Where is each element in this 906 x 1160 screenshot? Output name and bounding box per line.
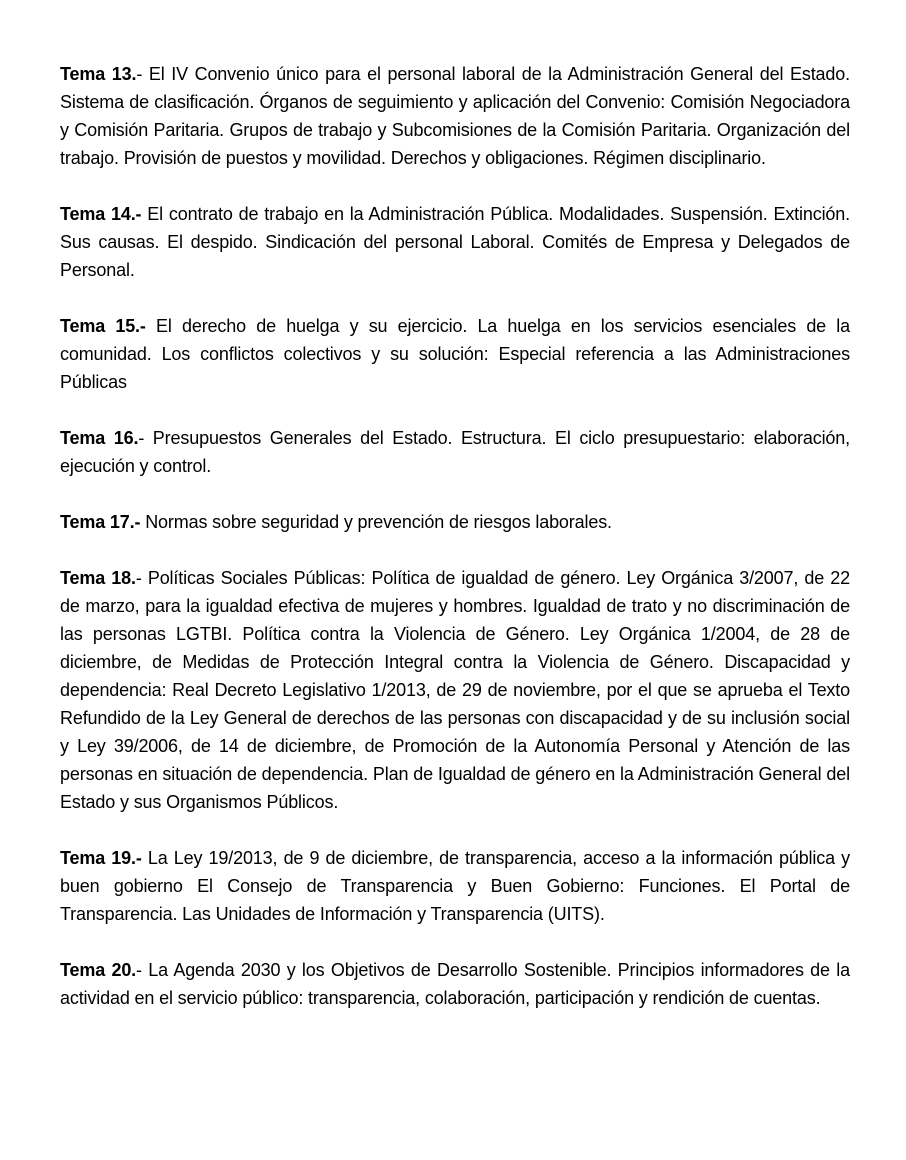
tema-14-label: Tema 14.- <box>60 204 142 224</box>
tema-20-label: Tema 20. <box>60 960 137 980</box>
tema-paragraph <box>60 844 850 928</box>
tema-19-label: Tema 19.- <box>60 848 142 868</box>
document-text-block <box>60 60 850 1040</box>
tema-17-body: Normas sobre seguridad y prevención de riesgos laborales. <box>140 512 612 532</box>
tema-18-label: Tema 18. <box>60 568 136 588</box>
tema-16-label: Tema 16. <box>60 428 139 448</box>
tema-paragraph <box>60 564 850 816</box>
tema-17-label: Tema 17.- <box>60 512 141 532</box>
tema-13-body: - El IV Convenio único para el personal laboral de la Administración General del Estado. Sistema de clasificación. Órganos de seguimiento y aplicación del Convenio: Comisión Negociadora y Comisión Paritaria. Grupos de trabajo y Subcomisiones de la Comisión Paritaria. Organización del trabajo. Provisión de puestos y movilidad. Derechos y obligaciones. Régimen disciplinario. <box>60 64 850 168</box>
tema-20-body: - La Agenda 2030 y los Objetivos de Desarrollo Sostenible. Principios informadores de la actividad en el servicio público: transparencia, colaboración, participación y rendición de cuentas. <box>60 960 850 1008</box>
tema-paragraph <box>60 424 850 480</box>
tema-18-body: - Políticas Sociales Públicas: Política de igualdad de género. Ley Orgánica 3/2007, de 22 de marzo, para la igualdad efectiva de mujeres y hombres. Igualdad de trato y no discriminación de las personas LGTBI. Política contra la Violencia de Género. Ley Orgánica 1/2004, de 28 de diciembre, de Medidas de Protección Integral contra la Violencia de Género. Discapacidad y dependencia: Real Decreto Legislativo 1/2013, de 29 de noviembre, por el que se aprueba el Texto Refundido de la Ley General de derechos de las personas con discapacidad y de su inclusión social y Ley 39/2006, de 14 de diciembre, de Promoción de la Autonomía Personal y Atención de las personas en situación de dependencia. Plan de Igualdad de género en la Administración General del Estado y sus Organismos Públicos. <box>60 568 850 812</box>
tema-14-body: El contrato de trabajo en la Administración Pública. Modalidades. Suspensión. Extinción. Sus causas. El despido. Sindicación del personal Laboral. Comités de Empresa y Delegados de Personal. <box>60 204 850 280</box>
tema-15-label: Tema 15.- <box>60 316 146 336</box>
tema-paragraph <box>60 60 850 172</box>
tema-15-body: El derecho de huelga y su ejercicio. La huelga en los servicios esenciales de la comunidad. Los conflictos colectivos y su solución: Especial referencia a las Administraciones Públicas <box>60 316 851 392</box>
tema-19-body: La Ley 19/2013, de 9 de diciembre, de transparencia, acceso a la información pública y buen gobierno El Consejo de Transparencia y Buen Gobierno: Funciones. El Portal de Transparencia. Las Unidades de Información y Transparencia (UITS). <box>60 848 850 924</box>
tema-paragraph <box>60 956 850 1012</box>
tema-paragraph <box>60 508 850 536</box>
tema-paragraph <box>60 312 850 396</box>
tema-paragraph <box>60 200 850 284</box>
tema-16-body: - Presupuestos Generales del Estado. Estructura. El ciclo presupuestario: elaboración, ejecución y control. <box>60 428 850 476</box>
tema-13-label: Tema 13. <box>60 64 137 84</box>
